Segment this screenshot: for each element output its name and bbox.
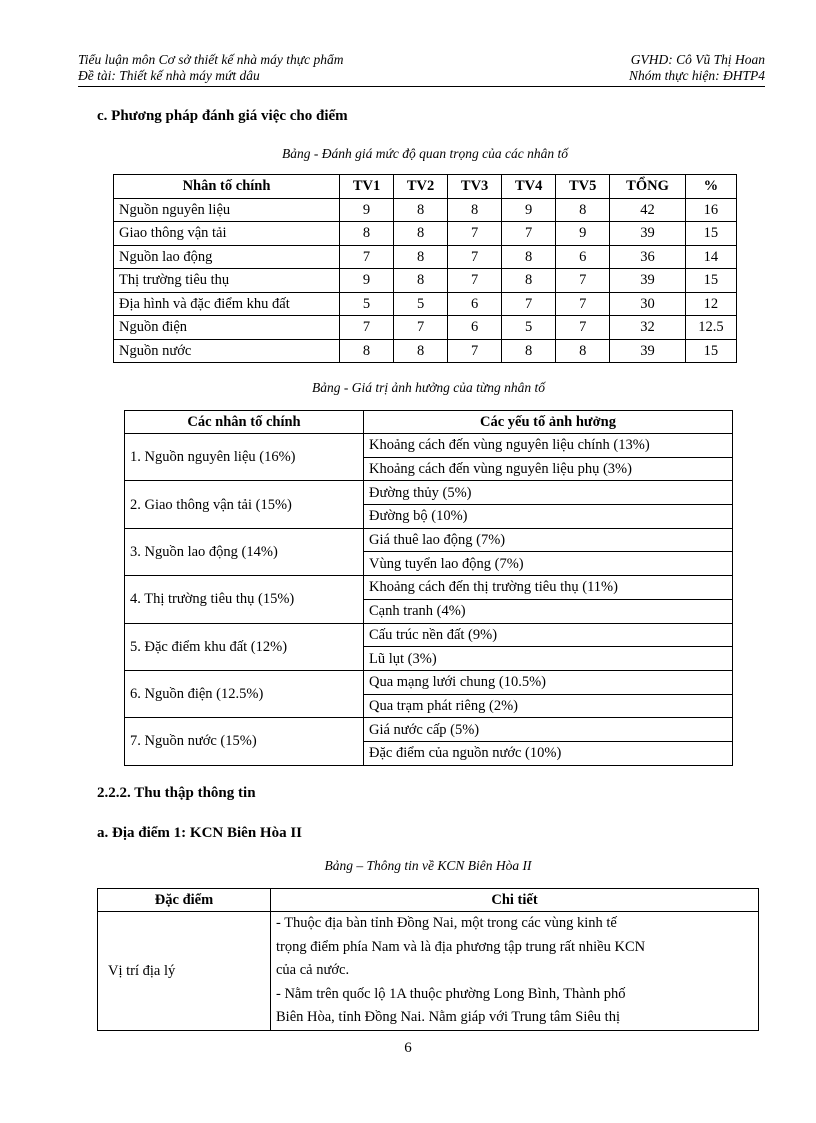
influence-cell: Giá nước cấp (5%) bbox=[364, 718, 733, 742]
influence-cell: Lũ lụt (3%) bbox=[364, 647, 733, 671]
table-row bbox=[98, 912, 759, 1031]
table-cell: 7 bbox=[556, 269, 610, 293]
header-cell: TV1 bbox=[340, 175, 394, 199]
table3-caption: Bảng – Thông tin về KCN Biên Hòa II bbox=[324, 858, 532, 873]
header-cell: TỔNG bbox=[610, 175, 686, 199]
table-cell: 9 bbox=[556, 222, 610, 246]
table-row bbox=[114, 339, 737, 363]
influence-cell: Khoảng cách đến thị trường tiêu thụ (11%) bbox=[364, 576, 733, 600]
factor-cell: 7. Nguồn nước (15%) bbox=[125, 718, 364, 765]
table-cell: 9 bbox=[502, 198, 556, 222]
table-cell: 8 bbox=[502, 339, 556, 363]
table-cell: 8 bbox=[556, 198, 610, 222]
header-cell: Các yếu tố ảnh hưởng bbox=[364, 411, 733, 434]
table-row bbox=[114, 245, 737, 269]
detail-line: Biên Hòa, tỉnh Đồng Nai. Nằm giáp với Trung tâm Siêu thị bbox=[276, 1009, 620, 1025]
table-cell: Thị trường tiêu thụ bbox=[114, 269, 340, 293]
influence-cell: Qua trạm phát riêng (2%) bbox=[364, 694, 733, 718]
table-cell: Nguồn điện bbox=[114, 316, 340, 340]
kcn-info-table bbox=[97, 888, 759, 1031]
factor-cell: 4. Thị trường tiêu thụ (15%) bbox=[125, 576, 364, 623]
header-course-title: Tiểu luận môn Cơ sở thiết kế nhà máy thực phẩm bbox=[78, 52, 344, 67]
influence-cell: Vùng tuyển lao động (7%) bbox=[364, 552, 733, 576]
header-right bbox=[560, 52, 765, 84]
table-cell: 8 bbox=[394, 269, 448, 293]
table-header-row bbox=[125, 411, 733, 434]
table-cell: 8 bbox=[502, 269, 556, 293]
table-cell: Nguồn nguyên liệu bbox=[114, 198, 340, 222]
detail-line: - Nằm trên quốc lộ 1A thuộc phường Long Bình, Thành phố bbox=[276, 985, 626, 1002]
table-cell: 30 bbox=[610, 292, 686, 316]
factor-cell: 5. Đặc điểm khu đất (12%) bbox=[125, 623, 364, 670]
table-cell: 7 bbox=[394, 316, 448, 340]
table-cell: 36 bbox=[610, 245, 686, 269]
detail-line: - Thuộc địa bàn tỉnh Đồng Nai, một trong các vùng kinh tế bbox=[276, 915, 617, 931]
table-cell: 6 bbox=[448, 292, 502, 316]
header-divider bbox=[78, 86, 765, 87]
detail-cell bbox=[271, 912, 759, 1031]
table-cell: 8 bbox=[394, 222, 448, 246]
header-cell: Chi tiết bbox=[271, 889, 759, 912]
table-row bbox=[125, 670, 733, 694]
table-cell: 14 bbox=[685, 245, 736, 269]
header-group: Nhóm thực hiện: ĐHTP4 bbox=[629, 68, 765, 83]
table-header-row bbox=[114, 175, 737, 199]
table-row bbox=[114, 316, 737, 340]
table-cell: 15 bbox=[685, 222, 736, 246]
table-cell: 9 bbox=[340, 269, 394, 293]
table2-caption: Bảng - Giá trị ảnh hưởng của từng nhân tố bbox=[311, 380, 546, 395]
table-cell: 32 bbox=[610, 316, 686, 340]
table-cell: 15 bbox=[685, 269, 736, 293]
table-cell: Địa hình và đặc điểm khu đất bbox=[114, 292, 340, 316]
table-cell: 8 bbox=[340, 222, 394, 246]
table-cell: 39 bbox=[610, 269, 686, 293]
table-cell: 7 bbox=[556, 292, 610, 316]
table-cell: Giao thông vận tải bbox=[114, 222, 340, 246]
table-row bbox=[114, 292, 737, 316]
importance-table bbox=[113, 174, 737, 363]
table-cell: 7 bbox=[340, 245, 394, 269]
table-cell: 8 bbox=[502, 245, 556, 269]
table-cell: Nguồn nước bbox=[114, 339, 340, 363]
table-cell: 6 bbox=[448, 316, 502, 340]
header-cell: TV2 bbox=[394, 175, 448, 199]
header-cell: Đặc điểm bbox=[98, 889, 271, 912]
table-cell: 8 bbox=[394, 339, 448, 363]
feature-cell: Vị trí địa lý bbox=[98, 912, 271, 1031]
table-cell: 5 bbox=[340, 292, 394, 316]
factor-cell: 2. Giao thông vận tải (15%) bbox=[125, 481, 364, 528]
header-left bbox=[78, 52, 438, 84]
table-cell: 5 bbox=[502, 316, 556, 340]
table-row bbox=[125, 718, 733, 742]
influence-cell: Đường bộ (10%) bbox=[364, 505, 733, 529]
header-supervisor: GVHD: Cô Vũ Thị Hoan bbox=[630, 52, 765, 67]
detail-line: trọng điểm phía Nam và là địa phương tập trung rất nhiều KCN bbox=[276, 938, 646, 955]
influence-cell: Qua mạng lưới chung (10.5%) bbox=[364, 670, 733, 694]
page-number: 6 bbox=[404, 1040, 412, 1056]
influence-cell: Cấu trúc nền đất (9%) bbox=[364, 623, 733, 647]
table-row bbox=[114, 269, 737, 293]
table-cell: 12.5 bbox=[685, 316, 736, 340]
factor-cell: 3. Nguồn lao động (14%) bbox=[125, 528, 364, 575]
header-topic: Đề tài: Thiết kế nhà máy mứt dâu bbox=[78, 68, 260, 83]
influence-cell: Cạnh tranh (4%) bbox=[364, 599, 733, 623]
table-row bbox=[114, 222, 737, 246]
influence-cell: Khoảng cách đến vùng nguyên liệu phụ (3%) bbox=[364, 457, 733, 481]
header-cell: % bbox=[685, 175, 736, 199]
table-cell: 7 bbox=[556, 316, 610, 340]
table-cell: 8 bbox=[340, 339, 394, 363]
table-cell: 6 bbox=[556, 245, 610, 269]
table-cell: 16 bbox=[685, 198, 736, 222]
header-cell: Nhân tố chính bbox=[114, 175, 340, 199]
detail-line: của cả nước. bbox=[276, 962, 350, 978]
table-cell: 7 bbox=[502, 222, 556, 246]
header-cell: TV5 bbox=[556, 175, 610, 199]
table-cell: 7 bbox=[448, 269, 502, 293]
table-cell: 8 bbox=[394, 198, 448, 222]
influence-cell: Đường thủy (5%) bbox=[364, 481, 733, 505]
header-cell: TV4 bbox=[502, 175, 556, 199]
influence-cell: Giá thuê lao động (7%) bbox=[364, 528, 733, 552]
influence-cell: Khoảng cách đến vùng nguyên liệu chính (13%) bbox=[364, 434, 733, 458]
influence-table bbox=[124, 410, 733, 766]
influence-cell: Đặc điểm của nguồn nước (10%) bbox=[364, 741, 733, 765]
table-cell: 8 bbox=[448, 198, 502, 222]
table-row bbox=[125, 481, 733, 505]
table-row bbox=[114, 198, 737, 222]
table-row bbox=[125, 623, 733, 647]
header-cell: TV3 bbox=[448, 175, 502, 199]
section-a-heading: a. Địa điểm 1: KCN Biên Hòa II bbox=[97, 825, 303, 841]
table-cell: 7 bbox=[448, 222, 502, 246]
table-cell: 15 bbox=[685, 339, 736, 363]
section-c-heading: c. Phương pháp đánh giá việc cho điểm bbox=[97, 108, 348, 124]
table-row bbox=[125, 528, 733, 552]
header-cell: Các nhân tố chính bbox=[125, 411, 364, 434]
table-cell: 8 bbox=[556, 339, 610, 363]
factor-cell: 6. Nguồn điện (12.5%) bbox=[125, 670, 364, 717]
table-cell: 7 bbox=[448, 245, 502, 269]
table-cell: 42 bbox=[610, 198, 686, 222]
table-cell: 9 bbox=[340, 198, 394, 222]
table-cell: 7 bbox=[502, 292, 556, 316]
table-cell: 39 bbox=[610, 339, 686, 363]
factor-cell: 1. Nguồn nguyên liệu (16%) bbox=[125, 434, 364, 481]
table-cell: Nguồn lao động bbox=[114, 245, 340, 269]
table-cell: 12 bbox=[685, 292, 736, 316]
section-222-heading: 2.2.2. Thu thập thông tin bbox=[97, 785, 256, 801]
table-cell: 7 bbox=[448, 339, 502, 363]
table-cell: 5 bbox=[394, 292, 448, 316]
table1-caption: Bảng - Đánh giá mức độ quan trọng của các nhân tố bbox=[282, 146, 568, 161]
table-row bbox=[125, 576, 733, 600]
table-row bbox=[125, 434, 733, 458]
table-cell: 7 bbox=[340, 316, 394, 340]
table-cell: 39 bbox=[610, 222, 686, 246]
table-cell: 8 bbox=[394, 245, 448, 269]
table-header-row bbox=[98, 889, 759, 912]
